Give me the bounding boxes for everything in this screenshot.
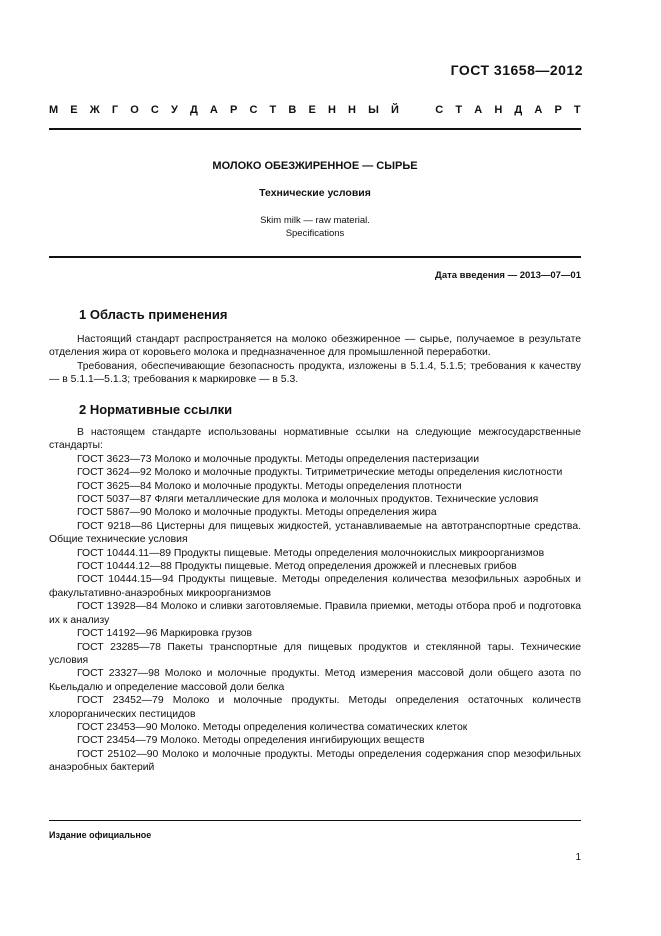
reference-text: ГОСТ 25102—90 Молоко и молочные продукты. Методы определения содержания спор мезофильных анаэробных бактерий — [49, 748, 581, 774]
interstate-letter: Р — [554, 104, 562, 116]
reference-text: ГОСТ 10444.12—88 Продукты пищевые. Метод определения дрожжей и плесневых грибов — [77, 561, 517, 573]
official-edition-label: Издание официальное — [49, 830, 152, 840]
reference-list — [49, 453, 581, 775]
reference-item — [49, 547, 581, 560]
interstate-letter: С — [150, 104, 159, 116]
reference-item — [49, 520, 581, 547]
reference-text: ГОСТ 5867—90 Молоко и молочные продукты. Методы определения жира — [77, 507, 437, 519]
english-title — [49, 214, 581, 240]
reference-item — [49, 667, 581, 694]
reference-text: ГОСТ 23327—98 Молоко и молочные продукты. Метод измерения массовой доли общего азота по Кьельдалю и определение массовой доли белка — [49, 668, 581, 693]
reference-item — [49, 573, 581, 600]
divider-bottom — [49, 820, 581, 821]
reference-item — [49, 694, 581, 721]
document-title: МОЛОКО ОБЕЗЖИРЕННОЕ — СЫРЬЕ — [212, 160, 418, 172]
introduction-date: Дата введения — 2013—07—01 — [435, 270, 581, 281]
interstate-letter: О — [130, 104, 139, 116]
interstate-letter: А — [534, 104, 543, 116]
reference-item — [49, 506, 581, 519]
reference-text: ГОСТ 23285—78 Пакеты транспортные для пищевых продуктов и стеклянной тары. Технические условия — [49, 641, 581, 666]
divider-middle — [49, 256, 581, 258]
interstate-letter: Й — [391, 104, 399, 116]
reference-item — [49, 600, 581, 627]
document-subtitle: Технические условия — [259, 187, 371, 199]
reference-text: ГОСТ 5037—87 Фляги металлические для молока и молочных продуктов. Технические условия — [77, 494, 539, 506]
section-1-paragraph-2 — [49, 360, 581, 387]
interstate-letter: Н — [348, 104, 356, 116]
reference-item — [49, 480, 581, 493]
section-1-heading: 1 Область применения — [79, 307, 228, 322]
interstate-letter: С — [435, 104, 444, 116]
interstate-letter: Ж — [89, 104, 100, 116]
interstate-letter: Т — [455, 104, 463, 116]
reference-text: ГОСТ 3624—92 Молоко и молочные продукты. Титриметрические методы определения кислотности — [77, 467, 563, 479]
section-1-paragraph-2-text: Требования, обеспечивающие безопасность продукта, изложены в 5.1.4, 5.1.5; требования к качеству — в 5.1.1—5.1.3; требования к маркировке — в 5.3. — [49, 361, 581, 386]
interstate-letter: Н — [327, 104, 336, 116]
interstate-letter: Д — [189, 104, 198, 116]
reference-text: ГОСТ 3623—73 Молоко и молочные продукты. Методы определения пастеризации — [77, 453, 480, 465]
interstate-letter: Т — [573, 104, 581, 116]
interstate-letter: Г — [111, 104, 119, 116]
reference-item — [49, 627, 581, 640]
reference-item — [49, 734, 581, 747]
interstate-letter: Т — [269, 104, 277, 116]
references-intro-text: В настоящем стандарте использованы нормативные ссылки на следующие межгосударственные стандарты: — [49, 427, 581, 452]
interstate-letter: А — [209, 104, 218, 116]
interstate-letter: М — [49, 104, 59, 116]
section-2-heading: 2 Нормативные ссылки — [79, 402, 233, 417]
reference-item — [49, 493, 581, 506]
reference-text: ГОСТ 14192—96 Маркировка грузов — [77, 628, 253, 640]
reference-item — [49, 721, 581, 734]
interstate-letter: Е — [70, 104, 78, 116]
reference-item — [49, 466, 581, 479]
english-title-line2: Specifications — [285, 228, 345, 239]
normative-references — [49, 426, 581, 775]
interstate-letter: Д — [514, 104, 523, 116]
reference-item — [49, 453, 581, 466]
reference-text: ГОСТ 23452—79 Молоко и молочные продукты. Методы определения остаточных количеств хлорорганических пестицидов — [49, 695, 581, 720]
reference-text: ГОСТ 23453—90 Молоко. Методы определения количества соматических клеток — [77, 721, 468, 733]
english-title-line1: Skim milk — raw material. — [260, 215, 370, 226]
page-number: 1 — [575, 852, 581, 863]
interstate-standard-heading — [49, 104, 581, 116]
interstate-letter: Н — [494, 104, 503, 116]
divider-top — [49, 128, 581, 130]
interstate-letter: В — [288, 104, 297, 116]
reference-item — [49, 641, 581, 668]
section-1-paragraph-1-text: Настоящий стандарт распространяется на молоко обезжиренное — сырье, получаемое в результате отделения жира от коровьего молока и предназначенное для промышленной переработки. — [49, 334, 581, 359]
reference-text: ГОСТ 9218—86 Цистерны для пищевых жидкостей, устанавливаемые на автотранспортные средства. Общие технические условия — [49, 520, 581, 546]
interstate-letter: Е — [308, 104, 316, 116]
interstate-letter: А — [474, 104, 483, 116]
reference-item — [49, 748, 581, 775]
interstate-letter: С — [249, 104, 258, 116]
document-code: ГОСТ 31658—2012 — [450, 62, 583, 78]
interstate-letter: У — [170, 104, 178, 116]
reference-text: ГОСТ 10444.11—89 Продукты пищевые. Методы определения молочнокислых микроорганизмов — [77, 547, 545, 559]
interstate-letter: Ы — [368, 104, 379, 116]
references-intro — [49, 426, 581, 453]
reference-item — [49, 560, 581, 573]
interstate-letter: Р — [230, 104, 238, 116]
reference-text: ГОСТ 3625—84 Молоко и молочные продукты. Методы определения плотности — [77, 480, 462, 492]
reference-text: ГОСТ 13928—84 Молоко и сливки заготовляемые. Правила приемки, методы отбора проб и подготовка их к анализу — [49, 601, 581, 626]
reference-text: ГОСТ 10444.15—94 Продукты пищевые. Методы определения количества мезофильных аэробных и факультативно-анаэробных микроорганизмов — [49, 574, 581, 599]
reference-text: ГОСТ 23454—79 Молоко. Методы определения ингибирующих веществ — [77, 735, 425, 747]
section-1-paragraph-1 — [49, 333, 581, 360]
